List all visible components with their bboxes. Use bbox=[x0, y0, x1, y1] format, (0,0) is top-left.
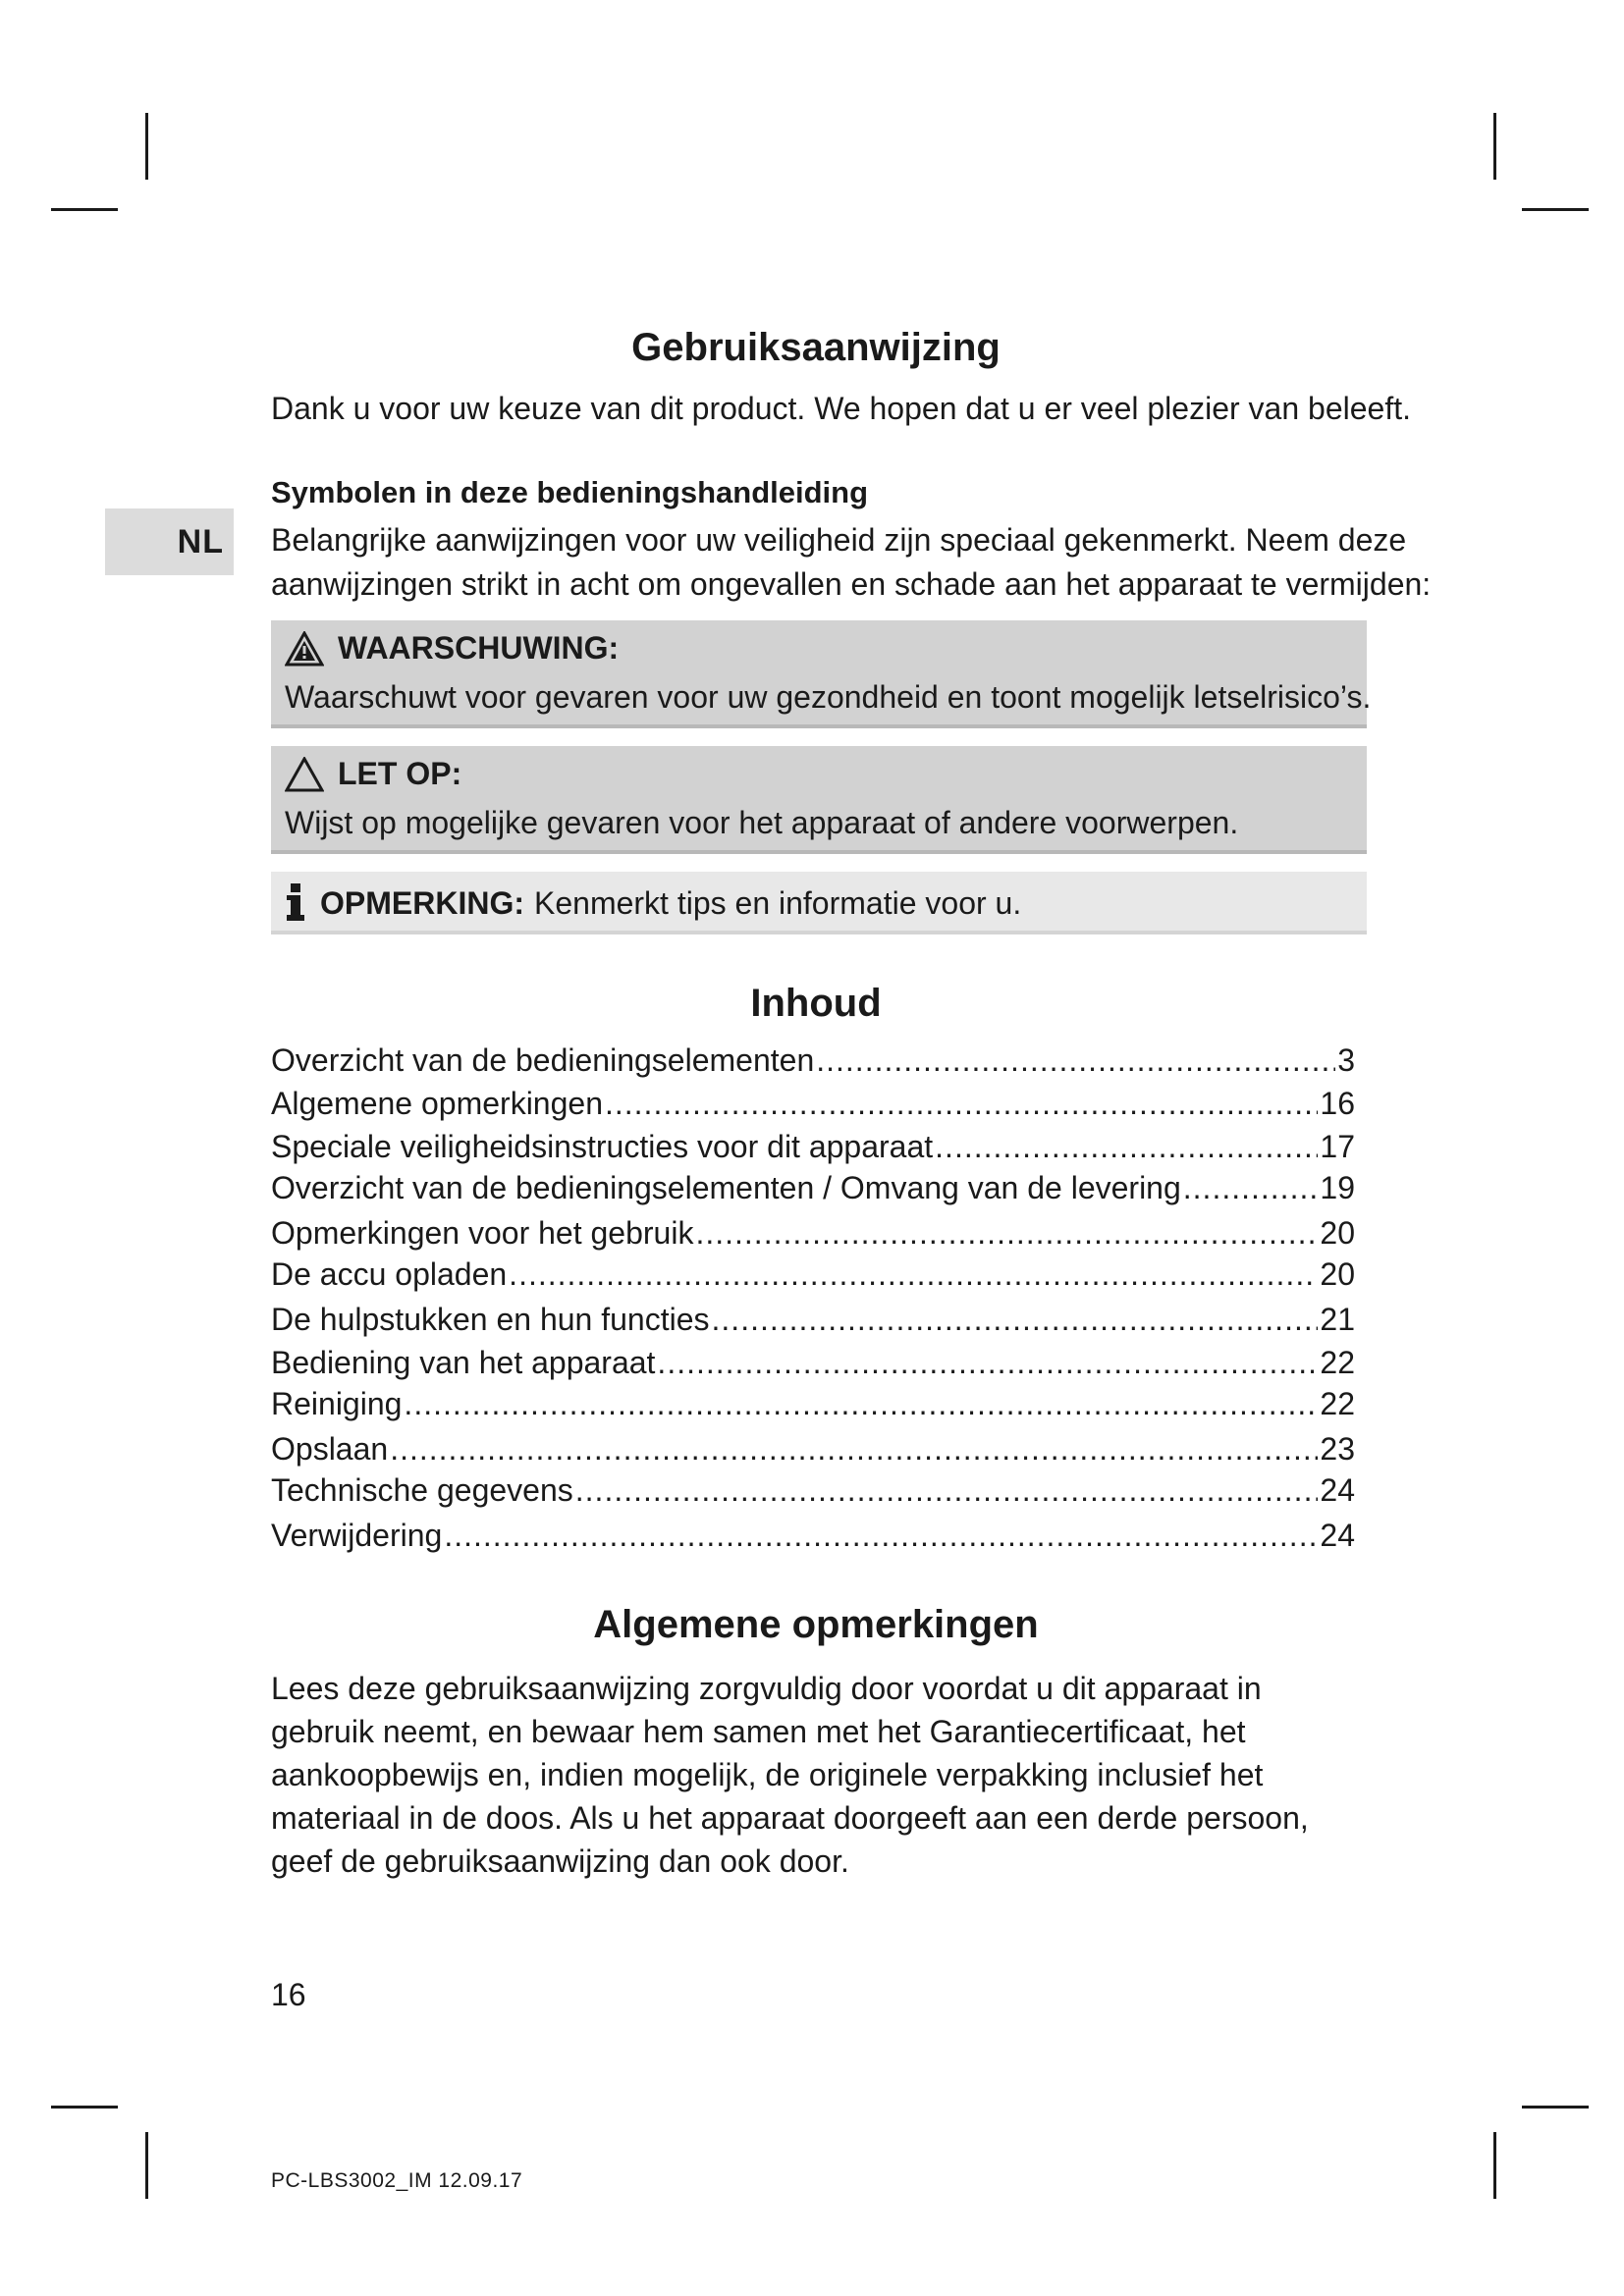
symbols-heading: Symbolen in deze bedieningshandleiding bbox=[271, 475, 869, 509]
toc-item: Technische gegevens ..... 24 bbox=[271, 1472, 1355, 1509]
toc-item: Opslaan ..... 23 bbox=[271, 1431, 1355, 1468]
crop-mark-top-right-v bbox=[1493, 113, 1496, 180]
warning-title: WAARSCHUWING: bbox=[338, 630, 620, 666]
toc-heading: Inhoud bbox=[750, 982, 882, 1025]
toc-item: Overzicht van de bedieningselementen ..... 3 bbox=[271, 1042, 1355, 1079]
page-number: 16 bbox=[271, 1977, 306, 2012]
language-tab: NL bbox=[105, 508, 234, 575]
warning-triangle-outline-icon bbox=[285, 757, 324, 792]
toc-item: Reiniging ..... 22 bbox=[271, 1386, 1355, 1422]
crop-mark-top-left-h bbox=[51, 208, 118, 211]
intro-text: Dank u voor uw keuze van dit product. We hopen dat u er veel plezier van beleeft. bbox=[271, 391, 1411, 426]
toc-item: Verwijdering ..... 24 bbox=[271, 1518, 1355, 1554]
toc-item: De accu opladen ..... 20 bbox=[271, 1256, 1355, 1293]
caution-title: LET OP: bbox=[338, 756, 462, 791]
warning-box bbox=[271, 620, 1372, 728]
toc-item: Algemene opmerkingen ..... 16 bbox=[271, 1086, 1355, 1122]
symbols-text-line-1: Belangrijke aanwijzingen voor uw veiligheid zijn speciaal gekenmerkt. Neem deze bbox=[271, 522, 1407, 558]
toc-item: Opmerkingen voor het gebruik ..... 20 bbox=[271, 1215, 1355, 1252]
crop-mark-bottom-left-v bbox=[145, 2132, 148, 2199]
note-box bbox=[271, 872, 1367, 934]
crop-mark-bottom-left-h bbox=[51, 2106, 118, 2109]
crop-mark-top-left-v bbox=[145, 113, 148, 180]
info-icon bbox=[285, 883, 306, 923]
toc-item: De hulpstukken en hun functies ..... 21 bbox=[271, 1302, 1355, 1338]
footer-code: PC-LBS3002_IM 12.09.17 bbox=[271, 2169, 523, 2192]
crop-mark-bottom-right-h bbox=[1522, 2106, 1589, 2109]
crop-mark-top-right-h bbox=[1522, 208, 1589, 211]
warning-text: Waarschuwt voor gevaren voor uw gezondheid en toont mogelijk letselrisico’s. bbox=[285, 679, 1372, 715]
symbols-text-line-2: aanwijzingen strikt in acht om ongevallen en schade aan het apparaat te vermijden: bbox=[271, 566, 1432, 602]
note-text: Kenmerkt tips en informatie voor u. bbox=[534, 884, 1022, 921]
general-heading: Algemene opmerkingen bbox=[593, 1603, 1039, 1646]
note-title: OPMERKING: bbox=[320, 884, 524, 921]
caution-text: Wijst op mogelijke gevaren voor het apparaat of andere voorwerpen. bbox=[285, 805, 1239, 840]
warning-triangle-filled-icon bbox=[285, 631, 324, 667]
toc-item: Overzicht van de bedieningselementen / Omvang van de levering ..... 19 bbox=[271, 1170, 1355, 1206]
page-title: Gebruiksaanwijzing bbox=[631, 326, 1001, 369]
caution-box bbox=[271, 746, 1367, 854]
toc-item: Speciale veiligheidsinstructies voor dit apparaat ..... 17 bbox=[271, 1129, 1355, 1165]
toc-item: Bediening van het apparaat ..... 22 bbox=[271, 1345, 1355, 1381]
general-text: Lees deze gebruiksaanwijzing zorgvuldig door voordat u dit apparaat in gebruik neemt, en bewaar hem samen met het Garantiecertificaat, het aankoopbewijs en, indien mogelijk, de originele verpakking inclusief het materiaal in de doos. Als u het apparaat doorgeeft aan een derde persoon, geef de gebruiksaanwijzing dan ook door. bbox=[271, 1671, 1309, 1879]
crop-mark-bottom-right-v bbox=[1493, 2132, 1496, 2199]
